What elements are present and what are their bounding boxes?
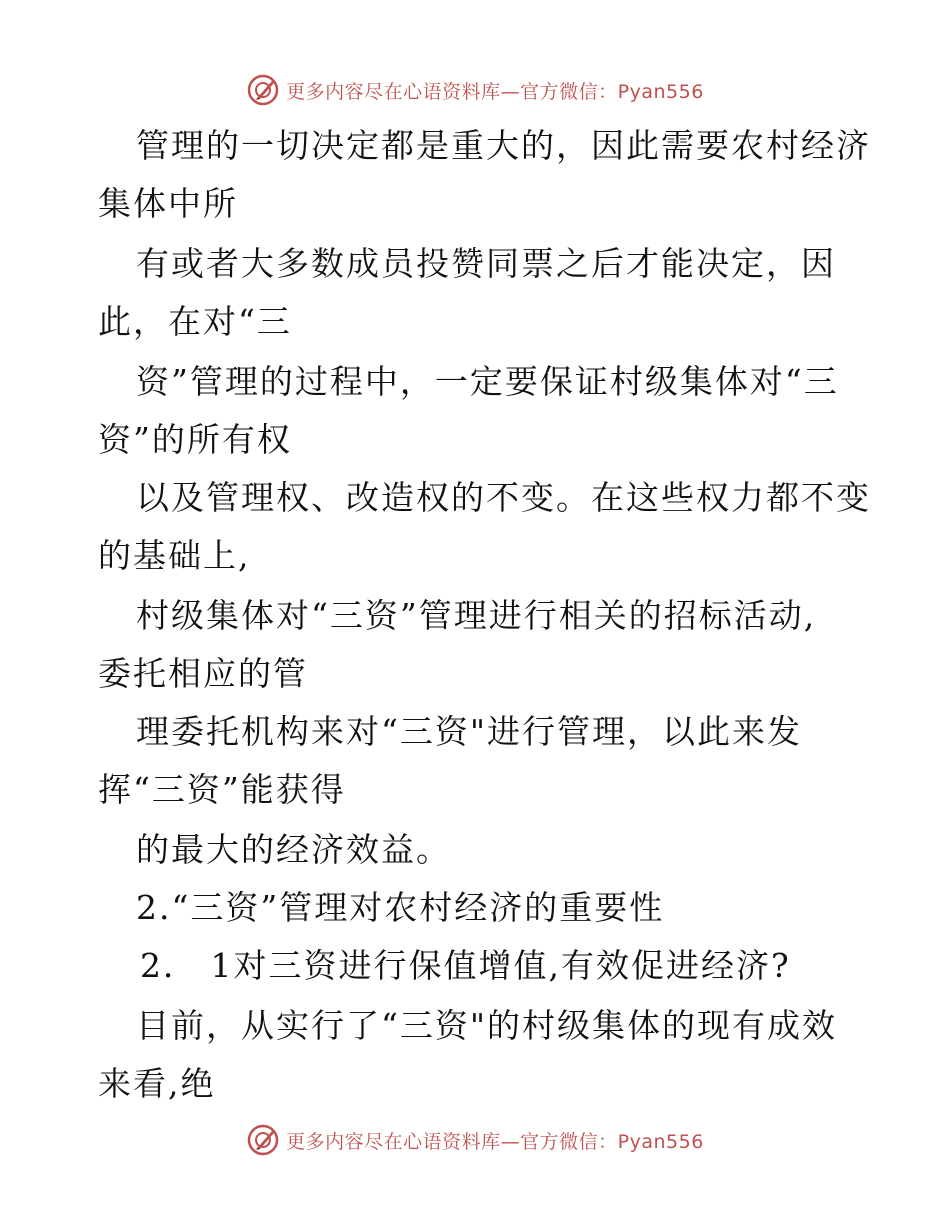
subsection-heading: 2． 1对三资进行保值增值,有效促进经济?: [140, 946, 791, 985]
text-line: 委托相应的管: [98, 654, 308, 693]
text-line: 资”的所有权: [98, 420, 292, 459]
text-line: 资”管理的过程中，一定要保证村级集体对“三: [136, 362, 839, 401]
text-line: 来看,绝: [98, 1064, 216, 1103]
section-heading: 2.“三资”管理对农村经济的重要性: [136, 888, 665, 927]
watermark-text: 更多内容尽在心语资料库—官方微信：Pyan556: [286, 1130, 704, 1153]
watermark-footer: [0, 1120, 950, 1160]
watermark-text: 更多内容尽在心语资料库—官方微信：Pyan556: [286, 80, 704, 103]
text-line: 的基础上,: [98, 536, 251, 575]
text-line: 有或者大多数成员投赞同票之后才能决定，因: [136, 244, 836, 283]
text-line: 的最大的经济效益。: [136, 830, 451, 869]
text-line: 理委托机构来对“三资"进行管理，以此来发: [136, 712, 803, 751]
text-line: 村级集体对“三资”管理进行相关的招标活动,: [136, 596, 817, 635]
text-line: 目前，从实行了“三资"的村级集体的现有成效: [136, 1006, 838, 1045]
logo-icon: [246, 1123, 280, 1157]
text-line: 集体中所: [98, 184, 238, 223]
text-line: 此，在对“三: [98, 302, 292, 341]
text-line: 以及管理权、改造权的不变。在这些权力都不变: [136, 478, 871, 517]
text-line: 挥“三资”能获得: [98, 770, 346, 809]
text-line: 管理的一切决定都是重大的，因此需要农村经济: [136, 126, 871, 165]
